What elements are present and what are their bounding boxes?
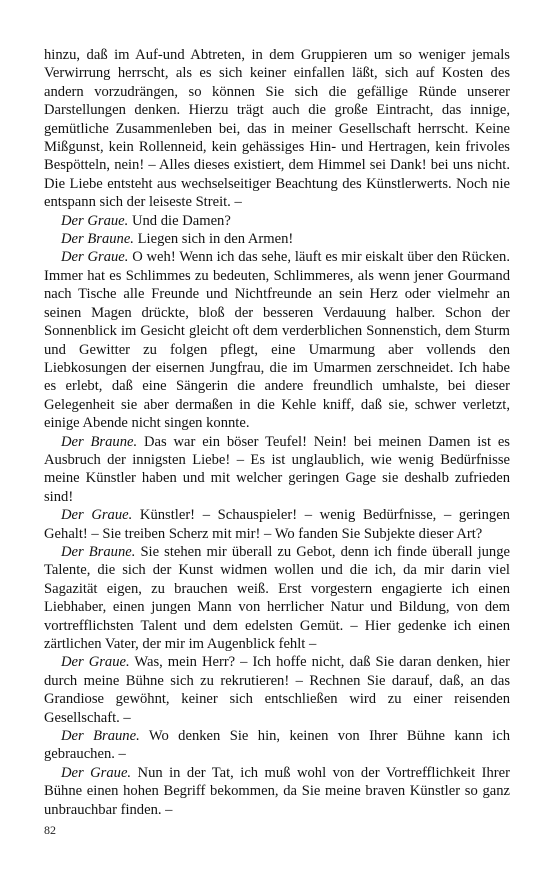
speaker-label: Der Graue. [61,249,129,266]
paragraph-2: Der Graue. Und die Damen? [61,212,231,229]
speaker-label: Der Braune. [61,728,140,745]
paragraph-5: Der Braune. Das war ein böser Teufel! Nein! bei meinen Damen ist es Ausbruch der innigsten Liebe! – Es ist unglaublich, wie wenig Bedürfnisse meine Künstler haben und mit welcher geringen Gage sie deshalb zufrieden sind! [44,433,510,505]
text-body [44,46,510,819]
paragraph-8: Der Graue. Was, mein Herr? – Ich hoffe nicht, daß Sie daran denken, hier durch meine Bühne sich zu rekrutieren! – Rechnen Sie darauf, daß, an das Grandiose gewöhnt, keiner sich entschließen wird zu einer reisenden Gesellschaft. – [44,654,510,726]
paragraph-1: hinzu, daß im Auf-und Abtreten, in dem Gruppieren um so weniger jemals Verwirrung herrscht, als es sich keiner einfallen läßt, sich auf Kosten des andern vorzudrängen, so können Sie sich die gefällige Ründe unserer Darstellungen denken. Hierzu trägt auch die große Eintracht, das innige, gemütliche Zusammenleben bei, das in meiner Gesellschaft herrscht. Keine Mißgunst, kein Rollenneid, kein gehässiges Hin- und Hertragen, kein frivoles Bespötteln, nein! – Alles dieses existiert, dem Himmel sei Dank! bei uns nicht. Die Liebe entsteht aus wechselseitiger Beachtung des Künstlerwerts. Noch nie entspann sich der leiseste Streit. – [44,47,510,211]
speaker-label: Der Graue. [61,654,130,671]
speaker-label: Der Braune. [61,231,134,248]
paragraph-4: Der Graue. O weh! Wenn ich das sehe, läuft es mir eiskalt über den Rücken. Immer hat es Schlimmes zu bedeuten, Schlimmeres, als wenn jener Gourmand nach Tische alle Freunde und Nichtfreunde an sein Herz oder vielmehr an seinen Magen drückte, bloß der besseren Verdauung halber. Schon der Sonnenblick im Gesicht gleicht oft dem verderblichen Sonnenstich, dem Sturm und Gewitter zu folgen pflegt, eine Umarmung aber vollends den Liebkosungen der eisernen Jungfrau, die im Umarmen zerschneidet. Ich habe es erlebt, daß eine Sängerin die andere freundlich umhalste, bei dieser Gelegenheit sie aber dermaßen in die Kehle kniff, daß sie, schwer verletzt, einige Abende nicht singen konnte. [44,249,510,432]
paragraph-9: Der Braune. Wo denken Sie hin, keinen von Ihrer Bühne kann ich gebrauchen. – [44,728,510,763]
speaker-label: Der Graue. [61,212,129,229]
paragraph-10: Der Graue. Nun in der Tat, ich muß wohl von der Vortrefflichkeit Ihrer Bühne einen hohen Begriff bekommen, da Sie meine braven Künstler so ganz unbrauchbar finden. – [44,764,510,818]
speaker-label: Der Graue. [61,764,132,781]
paragraph-7: Der Braune. Sie stehen mir überall zu Gebot, denn ich finde überall junge Talente, die sich der Kunst widmen wollen und die ich, da mir darin viel Sagazität eigen, zu brauchen weiß. Erst vorgestern engagierte ich einen Liebhaber, einen jungen Mann von herrlicher Natur und Bildung, von dem vortrefflichsten Talent und dem edelsten Gemüt. – Hier gedenke ich einen zärtlichen Vater, der mir im Augenblick fehlt – [44,543,510,652]
paragraph-3: Der Braune. Liegen sich in den Armen! [61,231,294,248]
speaker-label: Der Braune. [61,433,138,450]
speaker-label: Der Braune. [61,543,136,560]
paragraph-6: Der Graue. Künstler! – Schauspieler! – wenig Bedürfnisse, – geringen Gehalt! – Sie treiben Scherz mit mir! – Wo fanden Sie Subjekte dieser Art? [44,507,510,542]
speaker-label: Der Graue. [61,507,133,524]
page-number: 82 [44,823,56,837]
